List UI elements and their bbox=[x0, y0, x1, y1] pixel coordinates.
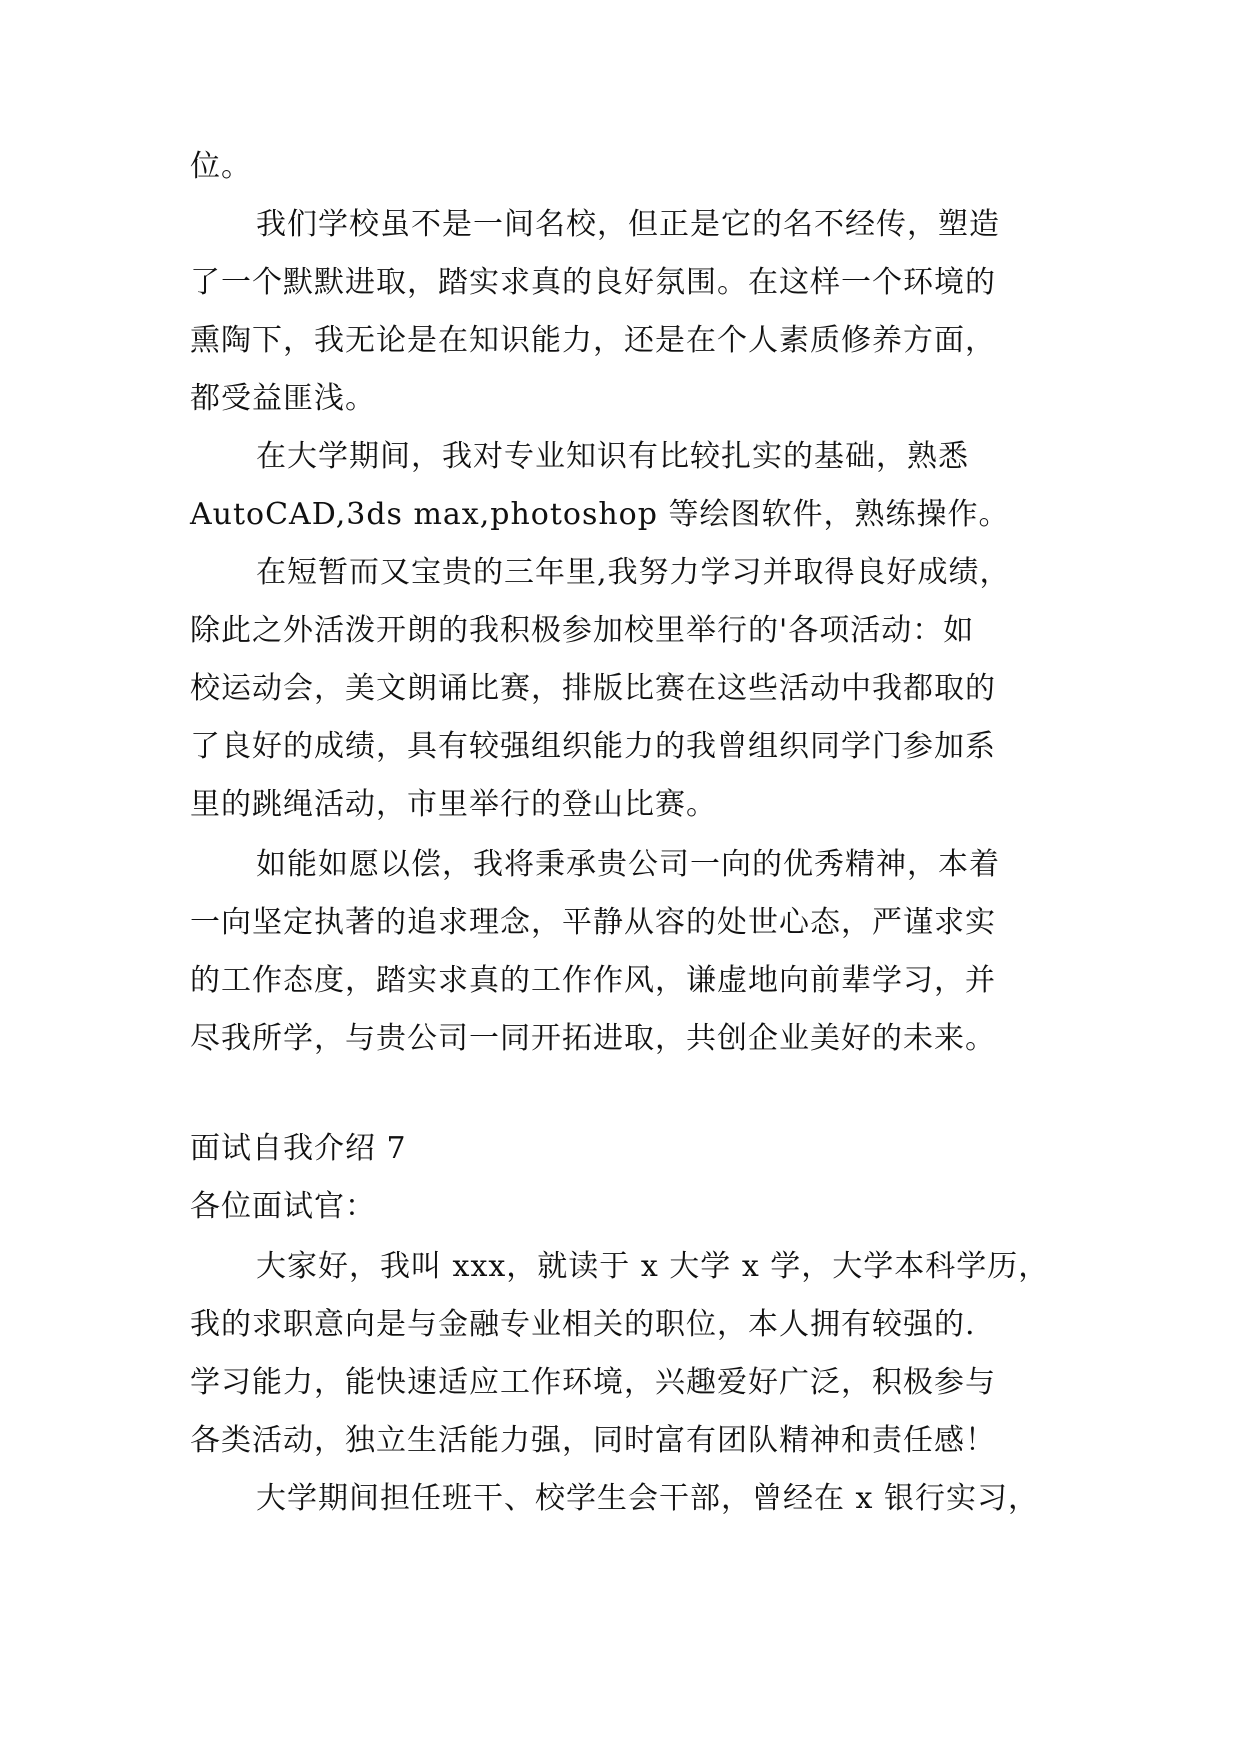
text-line: 在短暂而又宝贵的三年里,我努力学习并取得良好成绩， bbox=[256, 555, 1011, 590]
text-line: 校运动会，美文朗诵比赛，排版比赛在这些活动中我都取的 bbox=[190, 671, 996, 706]
text-line: 里的跳绳活动，市里举行的登山比赛。 bbox=[190, 787, 717, 822]
text-line: 在大学期间，我对专业知识有比较扎实的基础，熟悉 bbox=[256, 439, 969, 474]
text-line: 大家好，我叫 xxx，就读于 x 大学 x 学，大学本科学历， bbox=[256, 1249, 1050, 1284]
text-line: 如能如愿以偿，我将秉承贵公司一向的优秀精神，本着 bbox=[256, 847, 1000, 882]
section-heading: 面试自我介绍 7 bbox=[190, 1131, 407, 1166]
text-line: 一向坚定执著的追求理念，平静从容的处世心态，严谨求实 bbox=[190, 905, 996, 940]
text-line: 除此之外活泼开朗的我积极参加校里举行的'各项活动：如 bbox=[190, 613, 975, 648]
text-line: 熏陶下，我无论是在知识能力，还是在个人素质修养方面， bbox=[190, 323, 996, 358]
text-line: 了良好的成绩，具有较强组织能力的我曾组织同学门参加系 bbox=[190, 729, 996, 764]
text-line: 都受益匪浅。 bbox=[190, 381, 376, 416]
text-line: AutoCAD,3ds max,photoshop 等绘图软件，熟练操作。 bbox=[190, 497, 1010, 532]
text-line: 我们学校虽不是一间名校，但正是它的名不经传，塑造 bbox=[256, 207, 1000, 242]
text-line: 大学期间担任班干、校学生会干部，曾经在 x 银行实习， bbox=[256, 1481, 1039, 1516]
text-line: 尽我所学，与贵公司一同开拓进取，共创企业美好的未来。 bbox=[190, 1021, 996, 1056]
text-line: 位。 bbox=[190, 149, 252, 184]
text-line: 学习能力，能快速适应工作环境，兴趣爱好广泛，积极参与 bbox=[190, 1365, 996, 1400]
text-line: 的工作态度，踏实求真的工作作风，谦虚地向前辈学习，并 bbox=[190, 963, 996, 998]
text-line: 我的求职意向是与金融专业相关的职位，本人拥有较强的. bbox=[190, 1307, 976, 1342]
text-line: 各类活动，独立生活能力强，同时富有团队精神和责任感！ bbox=[190, 1423, 996, 1458]
text-line: 了一个默默进取，踏实求真的良好氛围。在这样一个环境的 bbox=[190, 265, 996, 300]
salutation: 各位面试官： bbox=[190, 1189, 376, 1224]
